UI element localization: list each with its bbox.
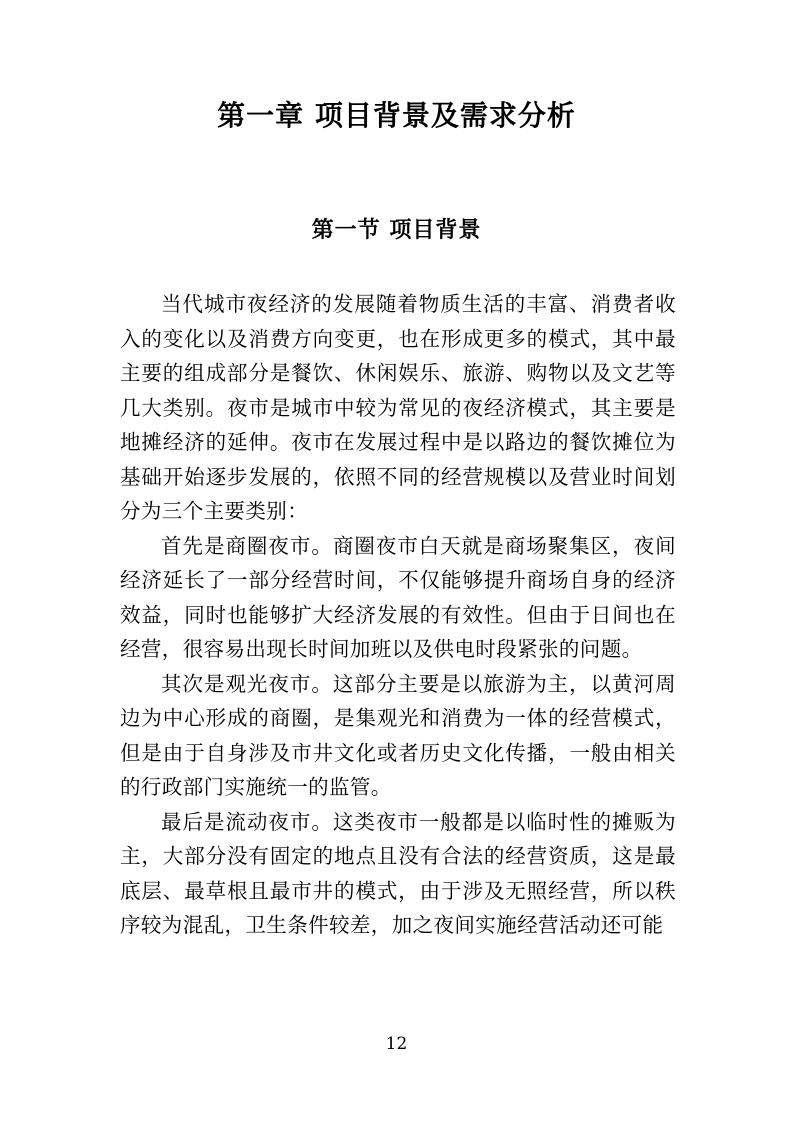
paragraph-sightseeing-night-market: 其次是观光夜市。这部分主要是以旅游为主，以黄河周边为中心形成的商圈，是集观光和消费为一体的经营模式，但是由于自身涉及市井文化或者历史文化传播，一般由相关的行政部门实施统一的监管。 (120, 671, 676, 799)
paragraph-intro: 当代城市夜经济的发展随着物质生活的丰富、消费者收入的变化以及消费方向变更，也在形成更多的模式，其中最主要的组成部分是餐饮、休闲娱乐、旅游、购物以及文艺等几大类别。夜市是城市中较为常见的夜经济模式，其主要是地摊经济的延伸。夜市在发展过程中是以路边的餐饮摊位为基础开始逐步发展的，依照不同的经营规模以及营业时间划分为三个主要类别： (120, 292, 676, 523)
page-number: 12 (385, 1034, 408, 1054)
paragraph-mobile-night-market: 最后是流动夜市。这类夜市一般都是以临时性的摊贩为主，大部分没有固定的地点且没有合法的经营资质，这是最底层、最草根且最市井的模式，由于涉及无照经营，所以秩序较为混乱，卫生条件较差，加之夜间实施经营活动还可能 (120, 809, 676, 937)
paragraph-business-district-night-market: 首先是商圈夜市。商圈夜市白天就是商场聚集区，夜间经济延长了一部分经营时间，不仅能够提升商场自身的经济效益，同时也能够扩大经济发展的有效性。但由于日间也在经营，很容易出现长时间加班以及供电时段紧张的问题。 (120, 533, 676, 661)
chapter-title: 第一章 项目背景及需求分析 (217, 99, 576, 132)
body-text (120, 287, 676, 943)
section-title: 第一节 项目背景 (311, 217, 482, 243)
